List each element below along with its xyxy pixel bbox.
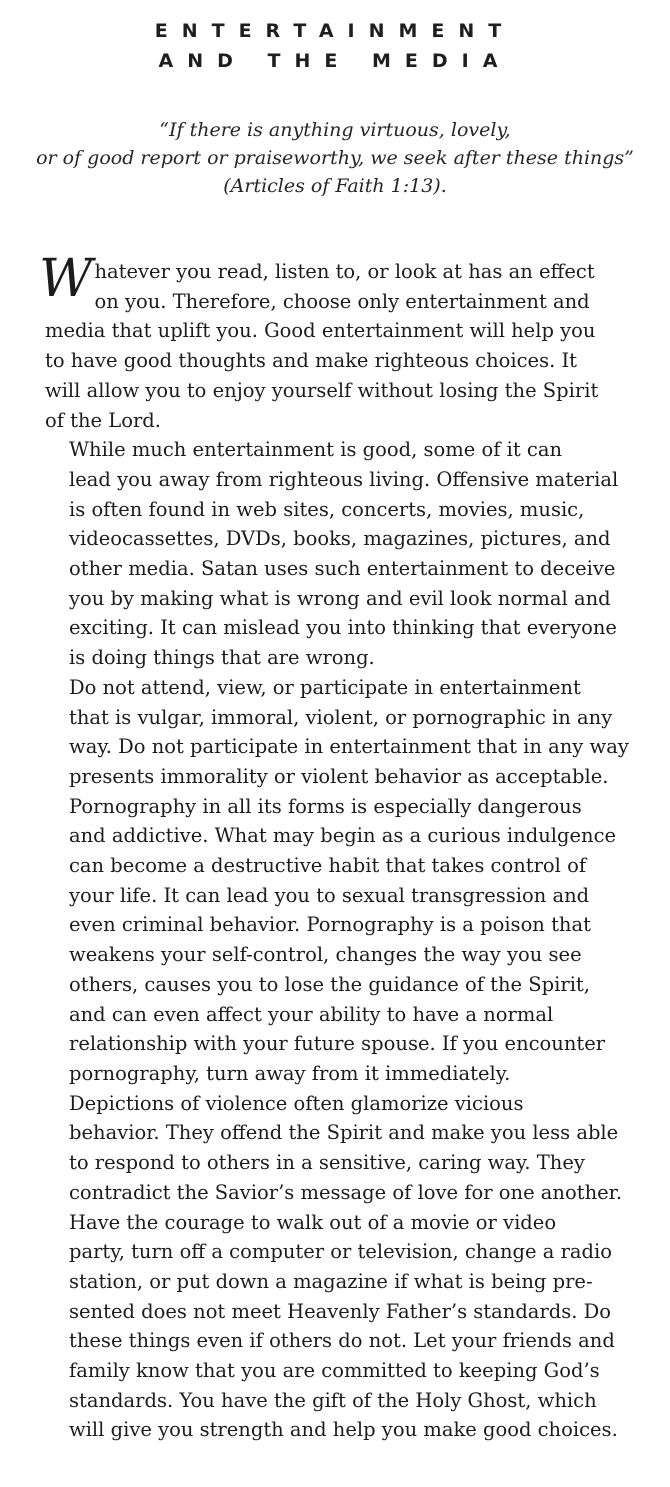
drop-cap: W: [39, 249, 93, 309]
text-line: hatever you read, listen to, or look at has an effect: [94, 260, 595, 283]
text-line: sented does not meet Heavenly Father’s standards. Do: [69, 1299, 612, 1323]
text-line: standards. You have the gift of the Holy Ghost, which: [69, 1388, 597, 1412]
text-line: media that uplift you. Good entertainment will help you: [45, 319, 596, 343]
text-line: party, turn off a computer or television, change a radio: [69, 1240, 612, 1264]
paragraph: [45, 792, 635, 1089]
text-line: contradict the Savior’s message of love for one another.: [69, 1180, 623, 1204]
text-line: other media. Satan uses such entertainment to deceive: [69, 557, 616, 581]
text-line: exciting. It can mislead you into thinking that everyone: [69, 616, 617, 640]
text-line: can become a destructive habit that takes control of: [69, 854, 587, 878]
text-line: even criminal behavior. Pornography is a poison that: [69, 913, 591, 937]
text-line: that is vulgar, immoral, violent, or pornographic in any: [69, 705, 613, 729]
quote-line-2: or of good report or praiseworthy, we seek after these things”: [36, 147, 634, 169]
text-line: your life. It can lead you to sexual transgression and: [69, 883, 590, 907]
text-line: way. Do not participate in entertainment that in any way: [69, 735, 629, 759]
text-line: will allow you to enjoy yourself without losing the Spirit: [45, 378, 599, 402]
text-line: and addictive. What may begin as a curious indulgence: [69, 824, 617, 848]
text-line: lead you away from righteous living. Offensive material: [69, 467, 619, 491]
text-line: pornography, turn away from it immediately.: [69, 1061, 511, 1085]
text-line: family know that you are committed to keeping God’s: [69, 1359, 600, 1383]
text-line: behavior. They offend the Spirit and make you less able: [69, 1121, 619, 1145]
text-line: is doing things that are wrong.: [69, 646, 375, 670]
paragraph: [45, 673, 635, 792]
text-line: Have the courage to walk out of a movie or video: [69, 1210, 557, 1234]
text-line: presents immorality or violent behavior as acceptable.: [69, 764, 609, 788]
body-text: [39, 249, 635, 1445]
text-line: to respond to others in a sensitive, caring way. They: [69, 1151, 585, 1175]
text-line: these things even if others do not. Let your friends and: [69, 1329, 615, 1353]
text-line: Depictions of violence often glamorize vicious: [69, 1091, 524, 1115]
text-line: Pornography in all its forms is especially dangerous: [69, 794, 582, 818]
paragraph: [39, 249, 635, 435]
quote-line-1: “If there is anything virtuous, lovely,: [159, 119, 511, 141]
text-line: relationship with your future spouse. If you encounter: [69, 1032, 606, 1056]
text-line: station, or put down a magazine if what is being pre-: [69, 1269, 593, 1293]
heading-line-1: ENTERTAINMENT: [154, 20, 516, 42]
text-line: of the Lord.: [45, 408, 161, 432]
epigraph-quote: [0, 116, 670, 200]
text-line: Do not attend, view, or participate in entertainment: [69, 675, 581, 699]
heading-line-2: AND THE MEDIA: [158, 50, 512, 72]
text-line: on you. Therefore, choose only entertainment and: [94, 289, 590, 313]
quote-line-3: (Articles of Faith 1:13).: [223, 175, 447, 197]
paragraph: [45, 1089, 635, 1208]
text-line: others, causes you to lose the guidance of the Spirit,: [69, 972, 590, 996]
text-line: While much entertainment is good, some of it can: [69, 438, 563, 462]
text-line: you by making what is wrong and evil look normal and: [69, 586, 611, 610]
text-line: to have good thoughts and make righteous choices. It: [45, 349, 578, 373]
paragraph: [45, 1208, 635, 1446]
text-line: weakens your self-control, changes the way you see: [69, 943, 582, 967]
text-line: videocassettes, DVDs, books, magazines, pictures, and: [69, 527, 611, 551]
text-line: will give you strength and help you make good choices.: [69, 1418, 618, 1442]
text-line: is often found in web sites, concerts, movies, music,: [69, 497, 585, 521]
paragraph: [45, 435, 635, 673]
text-line: and can even affect your ability to have a normal: [69, 1002, 554, 1026]
